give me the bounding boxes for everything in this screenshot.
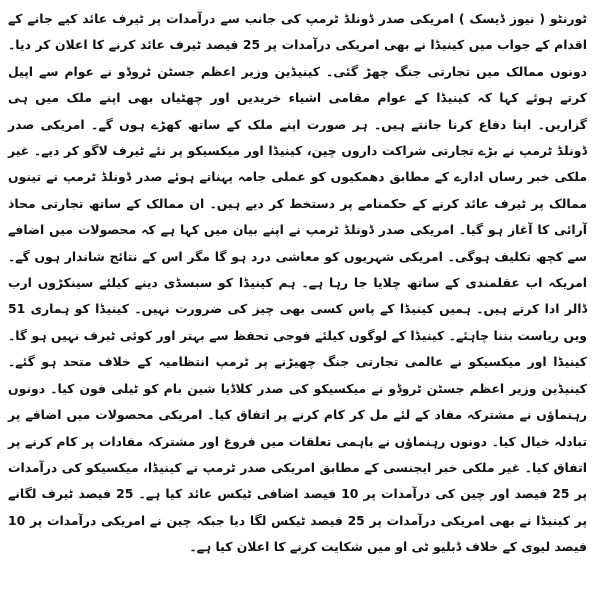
article-paragraph: ٹورنٹو ( نیوز ڈیسک ) امریکی صدر ڈونلڈ ٹرمپ کی جانب سے درآمدات پر ٹیرف عائد کیے جانے کے اقدام کے جواب میں کینیڈا نے بھی امریکی درآمدات پر 25 فیصد ٹیرف عائد کرنے کا اعلان کر دیا۔ دونوں ممالک میں تجارتی جنگ چھڑ گئی۔ کینیڈین وزیر اعظم جسٹن ٹروڈو نے عوام سے اپیل کرتے ہوئے کہا کہ کینیڈا کے عوام مقامی اشیاء خریدیں اور چھٹیاں بھی اپنے ملک میں ہی گزاریں۔ اپنا دفاع کرنا جانتے ہیں۔ ہر صورت اپنے ملک کے ساتھ کھڑے ہوں گے۔ امریکی صدر ڈونلڈ ٹرمپ نے بڑے تجارتی شراکت داروں چین، کینیڈا اور میکسیکو پر نئے ٹیرف لاگو کر دیے۔ غیر ملکی خبر رساں ادارے کے مطابق دھمکیوں کو عملی جامہ پہناتے ہوئے صدر ڈونلڈ ٹرمپ نے تینوں ممالک پر ٹیرف عائد کرنے کے حکمنامے پر دستخط کر دیے ہیں۔ ان ممالک کے ساتھ تجارتی محاذ آرائی کا آغاز ہو گیا۔ امریکی صدر ڈونلڈ ٹرمپ نے اپنے بیان میں کہا ہے کہ محصولات میں اضافے سے کچھ تکلیف ہوگی۔ امریکی شہریوں کو معاشی درد ہو گا مگر اس کے نتائج شاندار ہوں گے۔ امریکہ اب عقلمندی کے ساتھ چلایا جا رہا ہے۔ ہم کینیڈا کو سبسڈی دینے کیلئے سینکڑوں ارب ڈالر ادا کرتے ہیں۔ ہمیں کینیڈا کے پاس کسی بھی چیز کی ضرورت نہیں۔ کینیڈا کو ہماری 51 ویں ریاست بننا چاہئے۔ کینیڈا کے لوگوں کیلئے فوجی تحفظ سے بہتر اور کوئی ٹیرف نہیں ہو گا۔ کینیڈا اور میکسیکو نے عالمی تجارتی جنگ چھیڑنے پر ٹرمپ انتظامیہ کے خلاف متحد ہو گئے۔ کینیڈین وزیر اعظم جسٹن ٹروڈو نے میکسیکو کی صدر کلاڈیا شین بام کو ٹیلی فون کیا۔ دونوں رہنماؤں نے مشترکہ مفاد کے لئے مل کر کام کرنے پر اتفاق کیا۔ امریکی محصولات میں اضافے پر تبادلہ خیال کیا۔ دونوں رہنماؤں نے باہمی تعلقات میں فروغ اور مشترکہ مفادات پر کام کرنے پر اتفاق کیا۔ غیر ملکی خبر ایجنسی کے مطابق امریکی صدر ٹرمپ نے کینیڈا، میکسیکو کی درآمدات پر 25 فیصد اور چین کی درآمدات پر 10 فیصد اضافی ٹیکس عائد کیا ہے۔ 25 فیصد ٹیرف لگانے پر کینیڈا نے بھی امریکی درآمدات پر 25 فیصد ٹیکس لگا دیا جبکہ چین نے امریکی درآمدات پر 10 فیصد لیوی کے خلاف ڈبلیو ٹی او میں شکایت کرنے کا اعلان کیا ہے۔ — [8, 11, 588, 555]
